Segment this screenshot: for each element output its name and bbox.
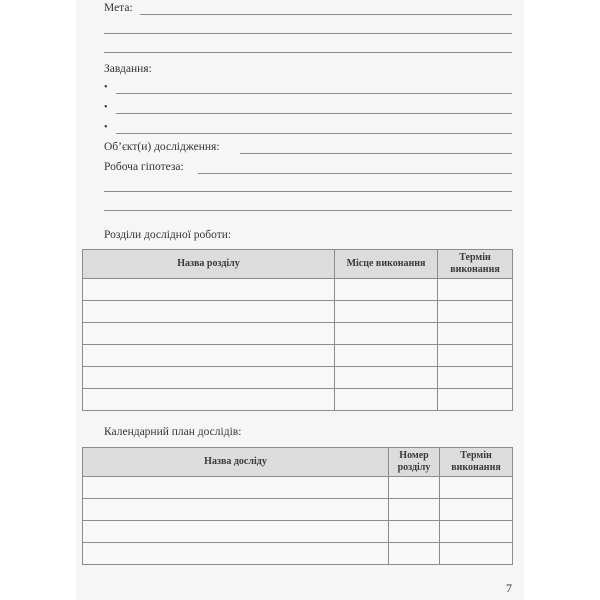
hypothesis-line-3[interactable] — [104, 210, 512, 211]
task-bullet-1: • — [104, 82, 108, 93]
table-cell[interactable] — [83, 323, 335, 345]
objects-line[interactable] — [240, 153, 512, 154]
table-cell[interactable] — [83, 543, 389, 565]
table-row — [83, 367, 513, 389]
table-cell[interactable] — [335, 301, 438, 323]
table-cell[interactable] — [440, 543, 513, 565]
task-bullet-2: • — [104, 102, 108, 113]
goal-line-1[interactable] — [140, 14, 512, 15]
table-cell[interactable] — [83, 477, 389, 499]
calendar-heading: Календарний план дослідів: — [104, 426, 242, 438]
table-cell[interactable] — [83, 345, 335, 367]
table-cell[interactable] — [440, 477, 513, 499]
table-cell[interactable] — [83, 389, 335, 411]
task-line-2[interactable] — [116, 113, 512, 114]
table-cell[interactable] — [83, 367, 335, 389]
col-section-name: Назва розділу — [83, 250, 335, 279]
task-line-3[interactable] — [116, 133, 512, 134]
table-cell[interactable] — [438, 367, 513, 389]
col-term: Термін виконання — [438, 250, 513, 279]
objects-label: Об’єкт(и) дослідження: — [104, 141, 220, 153]
col-term: Термін виконання — [440, 448, 513, 477]
table-cell[interactable] — [83, 521, 389, 543]
table-cell[interactable] — [335, 367, 438, 389]
table-row — [83, 301, 513, 323]
table-cell[interactable] — [335, 345, 438, 367]
table-cell[interactable] — [440, 521, 513, 543]
task-bullet-3: • — [104, 122, 108, 133]
goal-label: Мета: — [104, 2, 133, 14]
table-cell[interactable] — [438, 323, 513, 345]
table-row — [83, 279, 513, 301]
table-cell[interactable] — [335, 323, 438, 345]
table-cell[interactable] — [438, 345, 513, 367]
table-cell[interactable] — [389, 543, 440, 565]
sections-body — [83, 279, 513, 411]
table-cell[interactable] — [389, 499, 440, 521]
table-cell[interactable] — [335, 389, 438, 411]
table-row — [83, 323, 513, 345]
table-cell[interactable] — [83, 279, 335, 301]
sections-table — [82, 249, 513, 411]
col-section-number: Номер розділу — [389, 448, 440, 477]
table-cell[interactable] — [438, 301, 513, 323]
table-cell[interactable] — [83, 499, 389, 521]
calendar-table — [82, 447, 513, 565]
table-cell[interactable] — [438, 389, 513, 411]
task-line-1[interactable] — [116, 93, 512, 94]
table-row — [83, 543, 513, 565]
hypothesis-label: Робоча гіпотеза: — [104, 161, 184, 173]
table-cell[interactable] — [440, 499, 513, 521]
goal-line-3[interactable] — [104, 52, 512, 53]
table-cell[interactable] — [83, 301, 335, 323]
table-row — [83, 521, 513, 543]
goal-line-2[interactable] — [104, 33, 512, 34]
sections-heading: Розділи дослідної роботи: — [104, 229, 232, 241]
page-number: 7 — [506, 581, 512, 595]
tasks-label: Завдання: — [104, 63, 152, 75]
col-place: Місце виконання — [335, 250, 438, 279]
table-cell[interactable] — [389, 477, 440, 499]
table-cell[interactable] — [335, 279, 438, 301]
table-row — [83, 477, 513, 499]
hypothesis-line-2[interactable] — [104, 191, 512, 192]
calendar-body — [83, 477, 513, 565]
table-row — [83, 499, 513, 521]
table-row — [83, 389, 513, 411]
table-row — [83, 345, 513, 367]
table-cell[interactable] — [438, 279, 513, 301]
hypothesis-line-1[interactable] — [198, 173, 512, 174]
col-experiment-name: Назва досліду — [83, 448, 389, 477]
table-cell[interactable] — [389, 521, 440, 543]
